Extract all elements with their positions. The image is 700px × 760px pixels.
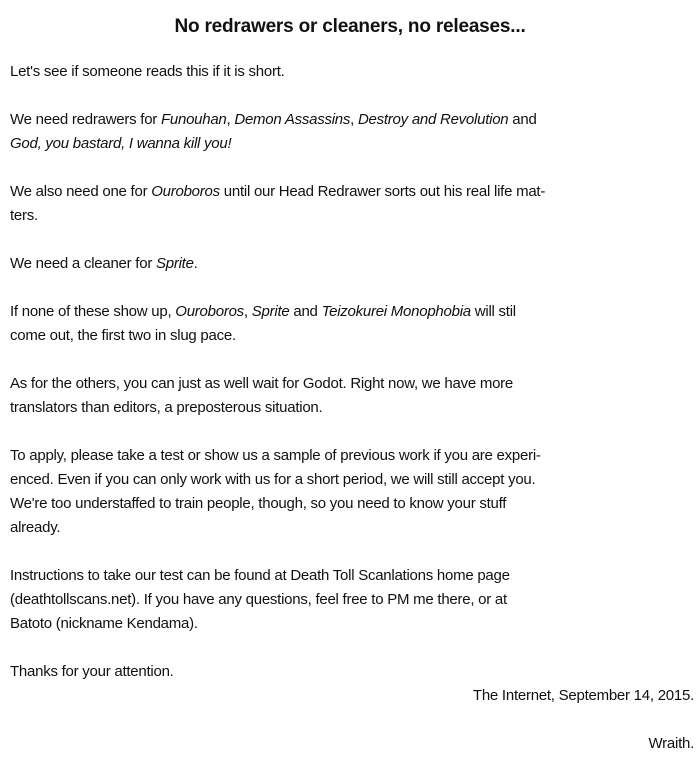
text-segment: will stil — [470, 303, 516, 320]
text-line — [10, 468, 694, 492]
text-segment: To apply, please take a test or show us a sample of previous work if you are experi- — [10, 447, 541, 464]
italic-title: Sprite — [155, 255, 194, 272]
italic-title: God, you bastard, I wanna kill you! — [10, 135, 232, 152]
text-segment: enced. Even if you can only work with us for a short period, we will still accept you. — [10, 471, 536, 488]
paragraph — [10, 108, 694, 156]
text-line — [10, 444, 694, 468]
italic-title: Ouroboros — [151, 183, 220, 200]
paragraph — [10, 372, 694, 420]
text-line — [10, 300, 694, 324]
text-segment: We need redrawers for — [10, 111, 161, 128]
text-segment: (deathtollscans.net). If you have any questions, feel free to PM me there, or at — [10, 591, 507, 608]
signature: Wraith. — [648, 735, 694, 752]
text-segment: We're too understaffed to train people, though, so you need to know your stuff — [10, 495, 507, 512]
text-segment: , — [226, 111, 235, 128]
text-segment: If none of these show up, — [10, 303, 176, 320]
document-body — [10, 60, 694, 756]
text-line — [10, 372, 694, 396]
text-segment: until our Head Redrawer sorts out his real life mat- — [219, 183, 546, 200]
text-segment: and — [508, 111, 537, 128]
text-line — [10, 612, 694, 636]
text-segment: , — [243, 303, 252, 320]
text-segment: We need a cleaner for — [10, 255, 156, 272]
italic-title: Destroy and Revolution — [357, 111, 509, 128]
paragraph — [10, 300, 694, 348]
paragraph — [10, 60, 694, 84]
text-line — [10, 516, 694, 540]
spacer — [10, 708, 694, 732]
text-segment: We also need one for — [10, 183, 152, 200]
text-line — [10, 132, 694, 156]
text-line — [10, 324, 694, 348]
closing-block — [10, 660, 694, 756]
text-line — [10, 588, 694, 612]
italic-title: Teizokurei Monophobia — [321, 303, 471, 320]
text-segment: . — [193, 255, 198, 272]
text-segment: translators than editors, a preposterous situation. — [10, 399, 323, 416]
paragraphs — [10, 60, 694, 636]
paragraph — [10, 252, 694, 276]
dateline: The Internet, September 14, 2015. — [472, 687, 694, 704]
italic-title: Sprite — [251, 303, 290, 320]
paragraph — [10, 180, 694, 228]
text-segment: Let's see if someone reads this if it is short. — [10, 63, 285, 80]
paragraph — [10, 444, 694, 540]
italic-title: Demon Assassins — [234, 111, 351, 128]
text-segment: already. — [10, 519, 61, 536]
text-segment: As for the others, you can just as well wait for Godot. Right now, we have more — [10, 375, 514, 392]
italic-title: Funouhan — [160, 111, 227, 128]
text-line — [10, 396, 694, 420]
text-line — [10, 564, 694, 588]
text-line — [10, 204, 694, 228]
text-line — [10, 180, 694, 204]
text-line — [10, 252, 694, 276]
text-segment: ters. — [10, 207, 38, 224]
paragraph — [10, 564, 694, 636]
closing-text: Thanks for your attention. — [10, 663, 174, 680]
italic-title: Ouroboros — [175, 303, 244, 320]
text-line — [10, 60, 694, 84]
text-segment: Batoto (nickname Kendama). — [10, 615, 198, 632]
text-line — [10, 492, 694, 516]
text-line — [10, 108, 694, 132]
text-segment: Instructions to take our test can be found at Death Toll Scanlations home page — [10, 567, 510, 584]
text-segment: and — [289, 303, 322, 320]
text-segment: , — [350, 111, 358, 128]
page-title: No redrawers or cleaners, no releases... — [174, 16, 526, 37]
text-segment: come out, the first two in slug pace. — [10, 327, 236, 344]
